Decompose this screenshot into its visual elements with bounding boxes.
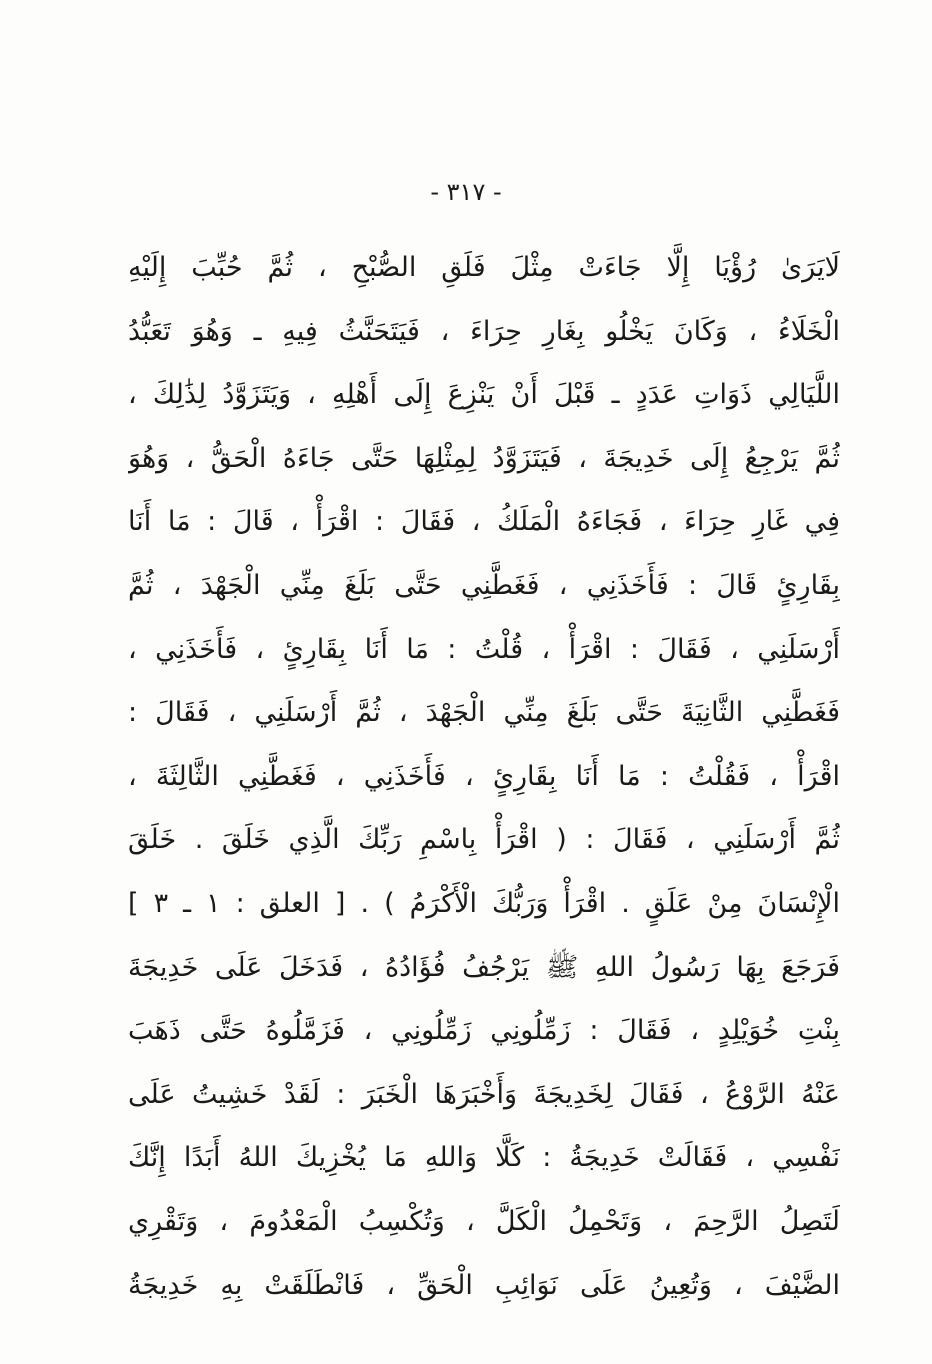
- text-line: فَغَطَّنِي الثَّانِيَةَ حَتَّى بَلَغَ مِنِّي الْجَهْدَ ، ثُمَّ أَرْسَلَنِي ، فَقَالَ :: [128, 697, 840, 729]
- text-line: بِقَارِئٍ قَالَ : فَأَخَذَنِي ، فَغَطَّنِي حَتَّى بَلَغَ مِنِّي الْجَهْدَ ، ثُمَّ: [128, 569, 840, 601]
- text-line: فِي غَارِ حِرَاءَ ، فَجَاءَهُ الْمَلَكُ ، فَقَالَ : اقْرَأْ ، قَالَ : مَا أَنَا: [128, 506, 840, 538]
- page-number: - ٣١٧ -: [430, 178, 502, 206]
- text-line: الْإِنْسَانَ مِنْ عَلَقٍ . اقْرَأْ وَرَبُّكَ الْأَكْرَمُ ) . [ العلق : ١ ـ ٣ ]: [128, 887, 840, 919]
- page-text-body: [128, 236, 840, 1317]
- text-line: نَفْسِي ، فَقَالَتْ خَدِيجَةُ : كَلَّا وَاللهِ مَا يُخْزِيكَ اللهُ أَبَدًا إِنَّكَ: [128, 1142, 840, 1174]
- text-line: أَرْسَلَنِي ، فَقَالَ : اقْرَأْ ، قُلْتُ : مَا أَنَا بِقَارِئٍ ، فَأَخَذَنِي ،: [128, 633, 840, 665]
- text-line: لَتَصِلُ الرَّحِمَ ، وَتَحْمِلُ الْكَلَّ ، وَتُكْسِبُ الْمَعْدُومَ ، وَتَقْرِي: [128, 1205, 840, 1237]
- text-line: الْخَلَاءُ ، وَكَانَ يَخْلُو بِغَارِ حِرَاءَ ، فَيَتَحَنَّثُ فِيهِ ـ وَهُوَ تَعَبُّدُ: [128, 315, 840, 347]
- text-line: اللَّيَالِي ذَوَاتِ عَدَدٍ ـ قَبْلَ أَنْ يَنْزِعَ إِلَى أَهْلِهِ ، وَيَتَزَوَّدُ لِذَٰلِكَ ،: [128, 379, 840, 411]
- text-line: اقْرَأْ ، فَقُلْتُ : مَا أَنَا بِقَارِئٍ ، فَأَخَذَنِي ، فَغَطَّنِي الثَّالِثَةَ ،: [128, 760, 840, 792]
- text-line: لَايَرَىٰ رُؤْيَا إِلَّا جَاءَتْ مِثْلَ فَلَقِ الصُّبْحِ ، ثُمَّ حُبِّبَ إِلَيْهِ: [128, 252, 840, 283]
- text-line: عَنْهُ الرَّوْعُ ، فَقَالَ لِخَدِيجَةَ وَأَخْبَرَهَا الْخَبَرَ : لَقَدْ خَشِيتُ عَلَى: [128, 1078, 840, 1110]
- text-line: بِنْتِ خُوَيْلِدٍ ، فَقَالَ : زَمِّلُونِي زَمِّلُونِي ، فَزَمَّلُوهُ حَتَّى ذَهَبَ: [128, 1015, 840, 1047]
- text-line: فَرَجَعَ بِهَا رَسُولُ اللهِ ﷺ يَرْجُفُ فُؤَادُهُ ، فَدَخَلَ عَلَى خَدِيجَةَ: [128, 951, 840, 983]
- text-line: الضَّيْفَ ، وَتُعِينُ عَلَى نَوَائِبِ الْحَقِّ ، فَانْطَلَقَتْ بِهِ خَدِيجَةُ: [128, 1269, 840, 1301]
- text-line: ثُمَّ أَرْسَلَنِي ، فَقَالَ : ( اقْرَأْ بِاسْمِ رَبِّكَ الَّذِي خَلَقَ . خَلَقَ: [128, 824, 840, 856]
- text-line: ثُمَّ يَرْجِعُ إِلَى خَدِيجَةَ ، فَيَتَزَوَّدُ لِمِثْلِهَا حَتَّى جَاءَهُ الْحَقُّ ، وَهُوَ: [128, 442, 840, 474]
